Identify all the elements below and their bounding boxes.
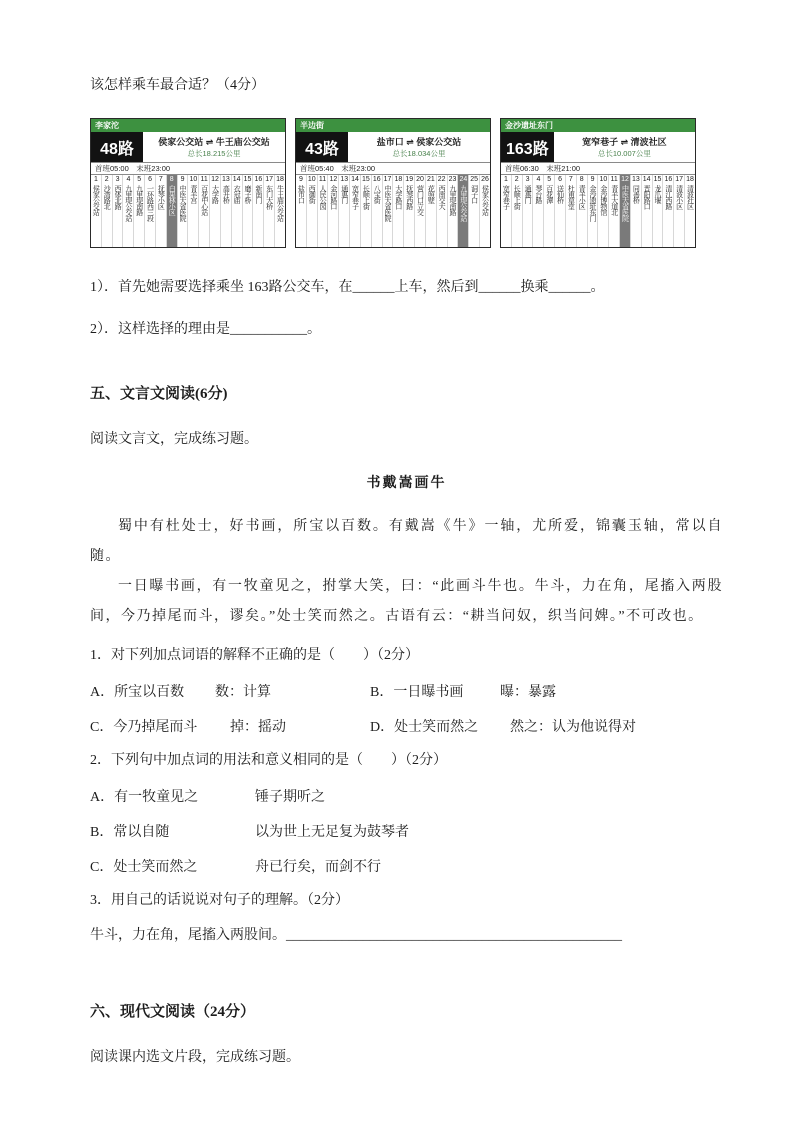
stop-number: 11 <box>610 176 618 183</box>
stop-name: 长顺上街 <box>362 185 370 209</box>
option-a-right: 锤子期听之 <box>255 790 325 805</box>
bus-stop <box>307 175 318 247</box>
option-a: A．所宝以百数 <box>90 685 185 700</box>
stop-name: 西南交大 <box>438 185 446 209</box>
stop-name: 一环路西三段 <box>146 185 154 221</box>
stop-name: 通惠门 <box>524 185 532 203</box>
bus-stop <box>544 175 555 247</box>
bus-stop <box>123 175 134 247</box>
stop-number: 15 <box>361 176 370 183</box>
stop-name: 金河路口 <box>329 185 337 209</box>
bus-card-48 <box>90 118 286 248</box>
stop-name: 百花中心站 <box>200 185 208 215</box>
stop-number: 1 <box>93 176 98 183</box>
stop-name: 杜甫草堂 <box>567 185 575 209</box>
stop-number: 10 <box>599 176 608 183</box>
stop-number: 26 <box>481 176 489 183</box>
stop-name: 磨子桥 <box>244 185 251 203</box>
route-times: 首班05:00 末班23:00 <box>91 163 285 175</box>
fill-question-1: 1）．首先她需要选择乘坐 163路公交车，在______上车，然后到______换乘______。 <box>90 280 605 295</box>
bus-stop <box>426 175 437 247</box>
bus-stop <box>415 175 426 247</box>
stop-number: 21 <box>426 176 435 183</box>
bus-stop <box>91 175 102 247</box>
bus-stop <box>555 175 566 247</box>
route-endpoints: 宽窄巷子 ⇌ 清波社区 <box>582 137 667 147</box>
bus-stop <box>577 175 588 247</box>
stop-number: 8 <box>579 176 584 183</box>
option-b: B．一日曝书画 <box>370 685 464 700</box>
bus-stop <box>328 175 339 247</box>
stop-number: 25 <box>470 176 479 183</box>
bus-stop <box>501 175 512 247</box>
option-d-gloss: 然之：认为他说得对 <box>510 720 636 735</box>
stop-list <box>296 175 490 247</box>
stop-number: 9 <box>298 176 303 183</box>
bus-stop <box>383 175 394 247</box>
stop-number: 13 <box>340 176 349 183</box>
stop-name: 青羊宫 <box>189 185 197 203</box>
option-a-gloss: 数：计算 <box>215 685 271 700</box>
stop-name: 八宝街 <box>373 185 381 203</box>
stop-name: 送仙桥 <box>556 185 564 203</box>
bus-stop <box>145 175 156 247</box>
stop-number: 13 <box>631 176 640 183</box>
bus-stop <box>663 175 674 247</box>
stop-name: 中医大省医院 <box>179 185 187 221</box>
stop-number: 12 <box>329 176 338 183</box>
bus-stop <box>296 175 307 247</box>
stop-name: 东门大桥 <box>265 185 273 209</box>
stop-number: 19 <box>405 176 414 183</box>
stop-number: 2 <box>514 176 519 183</box>
bus-stop <box>178 175 189 247</box>
stop-name: 大学路口 <box>394 185 402 209</box>
bus-stop <box>653 175 664 247</box>
cw-question-1: 1．对下列加点词语的解释不正确的是（ ）（2分） <box>90 648 419 663</box>
bus-stop <box>232 175 243 247</box>
bus-stop <box>156 175 167 247</box>
option-c: C．今乃掉尾而斗 <box>90 720 198 735</box>
stop-name: 盐市口 <box>297 185 305 203</box>
stop-number: 18 <box>394 176 403 183</box>
stop-name: 清江西路 <box>664 185 672 209</box>
route-endpoints: 侯家公交站 ⇌ 牛王庙公交站 <box>158 137 270 147</box>
stop-name: 抚琴小区 <box>157 185 165 209</box>
stop-number: 11 <box>200 176 208 183</box>
stop-name: 中医大省医院 <box>621 185 629 221</box>
option-d: D．处士笑而然之 <box>370 720 479 735</box>
bus-stop <box>210 175 221 247</box>
stop-name: 晋阳路口 <box>643 185 651 209</box>
stop-number: 14 <box>232 176 241 183</box>
stop-name: 长顺上街 <box>513 185 521 209</box>
route-row <box>296 132 490 163</box>
bus-stop <box>275 175 285 247</box>
option-c-gloss: 掉：摇动 <box>230 720 286 735</box>
bus-stop <box>102 175 113 247</box>
section5-instruction: 阅读文言文，完成练习题。 <box>90 432 258 447</box>
stop-number: 14 <box>351 176 359 183</box>
bus-card-43 <box>295 118 491 248</box>
stop-number: 15 <box>243 176 252 183</box>
bus-stop <box>437 175 448 247</box>
route-length: 总长18.215公里 <box>187 149 241 158</box>
stop-name: 龙爪堰 <box>654 185 661 203</box>
option-b-gloss: 曝：暴露 <box>500 685 556 700</box>
bus-stop <box>199 175 210 247</box>
stop-number: 10 <box>307 176 316 183</box>
cw-question-2: 2．下列句中加点词的用法和意义相同的是（ ）（2分） <box>90 753 447 768</box>
question-intro: 该怎样乘车最合适？（4分） <box>90 78 265 93</box>
option-b-left: B．常以自随 <box>90 825 170 840</box>
bus-card-header: 李家沱 <box>91 119 285 132</box>
q2-option-b <box>90 821 723 841</box>
stop-number: 17 <box>265 176 274 183</box>
stop-number: 3 <box>525 176 530 183</box>
section5-heading: 五、文言文阅读(6分) <box>90 386 228 402</box>
bus-stop <box>243 175 254 247</box>
stop-number: 2 <box>104 176 109 183</box>
stop-number: 16 <box>254 176 263 183</box>
stop-name: 琴台路 <box>534 185 542 203</box>
q3-sentence-with-blank: 牛斗，力在角，尾搐入两股间。________________________________________________ <box>90 928 622 943</box>
stop-number: 6 <box>148 176 152 183</box>
bus-stop <box>372 175 383 247</box>
stop-list <box>91 175 285 247</box>
stop-number: 17 <box>675 176 684 183</box>
stop-name: 清波小区 <box>675 185 683 209</box>
stop-number: 14 <box>642 176 651 183</box>
option-c-left: C．处士笑而然之 <box>90 860 198 875</box>
stop-number: 10 <box>189 176 198 183</box>
stop-name: 金沙博物馆 <box>599 185 607 215</box>
stop-name: 西体北路 <box>114 185 122 209</box>
route-times: 首班05:40 末班23:00 <box>296 163 490 175</box>
passage-title: 书戴嵩画牛 <box>366 476 447 491</box>
bus-stop <box>113 175 124 247</box>
q1-options-ab <box>90 681 723 701</box>
bus-stop <box>609 175 620 247</box>
stop-name: 衣冠庙 <box>233 185 241 203</box>
bus-stop <box>318 175 329 247</box>
bus-stop <box>674 175 685 247</box>
stop-name: 九里堤公交站 <box>459 185 467 221</box>
bus-stop <box>188 175 199 247</box>
stop-number: 16 <box>372 176 381 183</box>
fill-question-2: 2）．这样选择的理由是___________。 <box>90 322 321 337</box>
option-b-right: 以为世上无足复为鼓琴者 <box>255 825 409 840</box>
section6-instruction: 阅读课内选文片段，完成练习题。 <box>90 1050 300 1065</box>
stop-name: 西御街 <box>308 185 316 203</box>
route-info <box>348 132 490 162</box>
stop-number: 3 <box>115 176 120 183</box>
stop-name: 新南门 <box>254 185 262 203</box>
bus-stop <box>458 175 469 247</box>
stop-name: 白果林小区 <box>168 185 176 215</box>
route-info <box>143 132 285 162</box>
stop-name: 高升桥 <box>222 185 230 203</box>
bus-stop <box>393 175 404 247</box>
stop-number: 6 <box>558 176 562 183</box>
passage-paragraph-2: 一日曝书画，有一牧童见之，拊掌大笑，曰：“此画斗牛也。牛斗，力在角，尾搐入两股间，今乃掉尾而斗，谬矣。”处士笑而然之。古语有云：“耕当问奴，织当问婢。”不可改也。 <box>90 579 723 624</box>
q2-option-c <box>90 856 723 876</box>
q2-option-a <box>90 786 723 806</box>
stop-name: 九里堤公交站 <box>124 185 132 221</box>
stop-number: 15 <box>653 176 662 183</box>
bus-stop <box>631 175 642 247</box>
bus-stop <box>221 175 232 247</box>
bus-stop <box>350 175 361 247</box>
stop-name: 金沙遗址东门 <box>589 185 597 221</box>
bus-stop <box>598 175 609 247</box>
stop-name: 侯家公交站 <box>92 185 100 215</box>
stop-name: 洞子口 <box>470 185 478 203</box>
stop-number: 7 <box>568 176 573 183</box>
stop-name: 九里堤南路 <box>135 185 143 215</box>
stop-name: 中医大省医院 <box>384 185 392 221</box>
route-length: 总长18.034公里 <box>392 149 446 158</box>
q1-options-cd <box>90 716 723 736</box>
stop-name: 沙湾路北 <box>103 185 111 209</box>
stop-name: 花照壁 <box>427 185 435 203</box>
bus-card-header: 金沙遗址东门 <box>501 119 695 132</box>
stop-name: 通惠门 <box>340 185 348 203</box>
route-row <box>91 132 285 163</box>
bus-stop <box>685 175 695 247</box>
stop-number: 13 <box>221 176 230 183</box>
stop-number: 12 <box>621 176 629 183</box>
bus-stop <box>480 175 490 247</box>
route-times: 首班06:30 末班21:00 <box>501 163 695 175</box>
bus-card-group <box>90 118 723 248</box>
stop-number: 20 <box>416 176 424 183</box>
stop-name: 宽窄巷子 <box>351 185 359 209</box>
stop-name: 大学路 <box>211 185 219 203</box>
stop-number: 4 <box>126 176 131 183</box>
route-length: 总长10.007公里 <box>597 149 651 158</box>
bus-stop <box>523 175 534 247</box>
stop-number: 5 <box>547 176 552 183</box>
bus-stop <box>588 175 599 247</box>
stop-name: 营门口立交 <box>416 185 424 215</box>
bus-stop <box>167 175 178 247</box>
stop-number: 12 <box>211 176 219 183</box>
stop-number: 17 <box>383 176 392 183</box>
stop-name: 百花潭 <box>545 185 553 203</box>
bus-stop <box>361 175 372 247</box>
stop-number: 11 <box>318 176 327 183</box>
bus-stop <box>448 175 459 247</box>
option-a-left: A．有一牧童见之 <box>90 790 199 805</box>
stop-number: 9 <box>180 176 185 183</box>
section6-heading: 六、现代文阅读（24分） <box>90 1004 256 1020</box>
stop-number: 16 <box>664 176 673 183</box>
stop-number: 8 <box>169 176 174 183</box>
bus-card-163 <box>500 118 696 248</box>
bus-stop <box>339 175 350 247</box>
bus-stop <box>264 175 275 247</box>
stop-name: 牛王庙公交站 <box>276 185 284 221</box>
stop-name: 九里堤南路 <box>449 185 456 215</box>
stop-number: 18 <box>686 176 694 183</box>
stop-name: 宽窄巷子 <box>502 185 510 209</box>
stop-number: 4 <box>536 176 541 183</box>
route-row <box>501 132 695 163</box>
bus-stop <box>253 175 264 247</box>
cw-question-3: 3．用自己的话说说对句子的理解。（2分） <box>90 893 349 908</box>
bus-stop <box>512 175 523 247</box>
route-endpoints: 盐市口 ⇌ 侯家公交站 <box>376 137 462 147</box>
stop-name: 人民公园 <box>319 185 327 209</box>
bus-stop <box>620 175 631 247</box>
passage-paragraph-1: 蜀中有杜处士，好书画，所宝以百数。有戴嵩《牛》一轴，尤所爱，锦囊玉轴，常以自随。 <box>90 519 723 564</box>
option-c-right: 舟已行矣，而剑不行 <box>255 860 381 875</box>
stop-number: 24 <box>459 176 468 183</box>
stop-number: 1 <box>503 176 508 183</box>
stop-number: 7 <box>158 176 163 183</box>
stop-name: 抚琴西路 <box>405 185 413 209</box>
route-number: 48路 <box>91 132 143 162</box>
bus-stop <box>134 175 145 247</box>
stop-name: 侯家公交站 <box>481 185 489 215</box>
route-info <box>554 132 695 162</box>
stop-number: 22 <box>437 176 446 183</box>
stop-list <box>501 175 695 247</box>
bus-stop <box>469 175 480 247</box>
stop-name: 同善桥 <box>632 185 640 203</box>
stop-number: 18 <box>276 176 284 183</box>
stop-name: 青羊小区 <box>578 185 586 209</box>
route-number: 163路 <box>501 132 554 162</box>
stop-name: 清波社区 <box>686 185 694 209</box>
stop-number: 23 <box>448 176 457 183</box>
bus-stop <box>566 175 577 247</box>
stop-name: 青羊大道北 <box>610 185 618 215</box>
bus-stop <box>642 175 653 247</box>
bus-stop <box>404 175 415 247</box>
bus-stop <box>533 175 544 247</box>
route-number: 43路 <box>296 132 348 162</box>
stop-number: 5 <box>137 176 142 183</box>
stop-number: 9 <box>590 176 595 183</box>
bus-card-header: 半边街 <box>296 119 490 132</box>
